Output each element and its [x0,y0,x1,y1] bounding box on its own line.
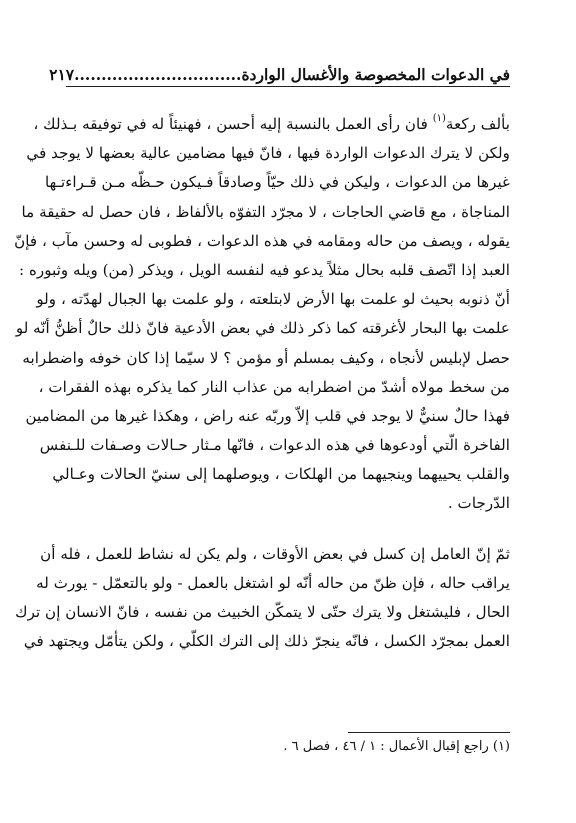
text-segment: بألف ركعة [445,115,510,133]
text-line: والقلب يحييهما وينجيهما من الهلكات ، ويوصلهما إلى سنيّ الحالات وعـالي [52,465,510,484]
text-line: المناجاة ، مع قاضي الحاجات ، لا مجرّد التفوّه بالألفاظ ، فان حصل له حقيقة ما [21,202,510,221]
footnote-rule [348,732,510,733]
header-rule [66,86,510,87]
paragraph-2 [15,540,510,657]
text-line: علمت بها البحار لأغرقته كما ذكر ذلك في بعض الأدعية فانّ ذلك حالٌ أظنُّ أنّه لو [15,319,510,338]
text-segment: فان رأى العمل بالنسبة إليه أحسن ، فهنيئاً له في توفيقه بـذلك ، [33,115,433,133]
text-line: من سخط مولاه أشدّ من اضطرابه من عذاب النار كما يذكره بهذه الفقرات ، [38,377,510,396]
text-line: ثمّ إنّ العامل إن كسل في بعض الأوقات ، ولم يكن له نشاط للعمل ، فله أن [40,544,510,563]
header-title: في الدعوات المخصوصة والأغسال الواردة [241,65,510,84]
text-line: الدّرجات . [447,494,510,513]
text-line: فهذا حالٌ سنيٌّ لا يوجد في قلب إلاّ وربّه عنه راض ، وهكذا غيرها من المضامين [25,406,510,425]
text-line: يقوله ، ويصف من حاله ومقامه في هذه الدعوات ، فطوبى له وحسن مآب ، فإنّ [14,231,510,250]
page-number: ٢١٧ [49,65,75,84]
header-leader-dots: ............................... [74,65,242,84]
text-line: حصل لإبليس لأنجاه ، وكيف بمسلم أو مؤمن ؟ لا سيّما إذا كان خوفه واضطرابه [22,348,510,367]
text-line: يراقب حاله ، فإن ظنّ من حاله أنّه لو اشتغل بالعمل - ولو بالتعمّل - يورث له [36,573,510,592]
footnote: (١) راجع إقبال الأعمال : ١ / ٤٦ ، فصل ٦ . [283,739,510,754]
text-line: ولكن لا يترك الدعوات الواردة فيها ، فانّ فيها مضامين عالية بعضها لا يوجد في [26,144,510,163]
paragraph-1 [14,110,510,519]
text-line: العبد إذا اتّصف قلبه بحال مثلاً يدعو فيه لنفسه الويل ، ويذكر (من) ويله وثبوره : [19,260,510,279]
text-line: العمل بمجرّد الكسل ، فانّه ينجرّ ذلك إلى الترك الكلّي ، ولكن يتأمّل ويجتهد في [23,632,510,651]
text-line [33,110,510,139]
body-text [14,110,510,656]
text-line: غيرها من الدعوات ، وليكن في ذلك حيّاً وصادقاً فـيكون حـظّه مـن قـراءتـها [44,173,510,192]
footnote-reference: (١) [432,113,446,124]
text-line: الحال ، فليشتغل ولا يترك حتّى لا يتمكّن الخبيث من نفسه ، فانّ الانسان إن ترك [15,603,510,621]
running-header [49,58,510,84]
text-line: الفاخرة الّتي أودعوها في هذه الدعوات ، فانّها مـثار حـالات وصـفات للـنفس [39,436,510,455]
text-line: أنّ ذنوبه بحيث لو علمت بها الأرض لابتلعته ، ولو علمت بها الجبال لهدّته ، ولو [36,290,510,309]
